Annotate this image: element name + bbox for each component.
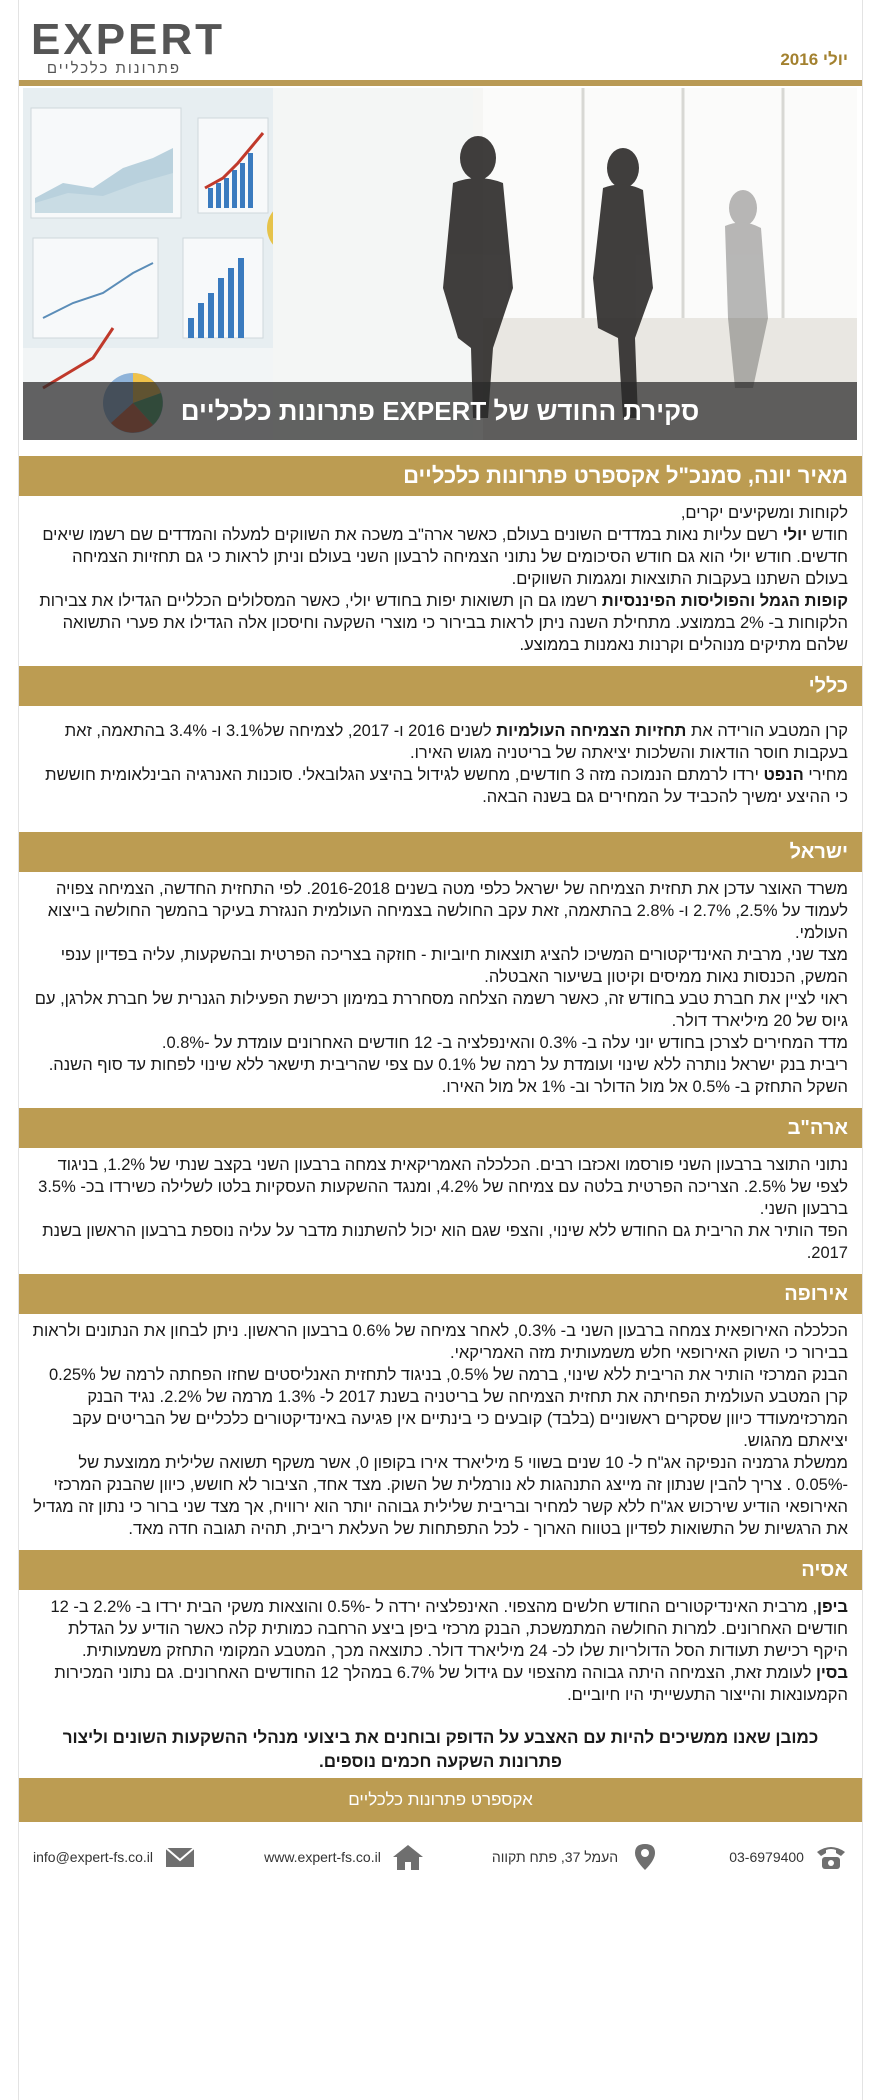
text-span: לעומת זאת, הצמיחה היתה גבוהה מהצפוי עם גידול של 6.7% במהלך 12 החודשים האחרונים. גם נתוני המכירות הקמעונאות והייצור התעשייתי היו חיוביים. bbox=[54, 1664, 848, 1704]
text-span: , מרבית האינדיקטורים החודש חלשים מהצפוי. האינפלציה ירדה ל -0.5% והוצאות משקי הבית ירדו ב- 2.2% ב- 12 חודשים האחרונים. למרות החולשה המתמשכת, הבנק מרכזי ביפן ביצע הרחבה כמותית קלה כאשר הודיע על הגדלת היקף רכישת תעודות הסל הדולריות שלו לכ- 24 מיליארד דולר. כתוצאה מכך, המטבע המקומי התחזק משמעותית. bbox=[50, 1598, 848, 1660]
europe-paragraph: ממשלת גרמניה הנפיקה אג"ח ל- 10 שנים בשווי 5 מיליארד אירו בקופון 0, אשר משקף תשואה שלילית ממוצעת של -0.05% . צריך להבין שנתון זה מייצג התנהגות לא נורמלית של השוק. מצד אחד, הציבור לא חושש, כיוון שהבנק המרכזי האירופאי הודיע שירכוש אג"ח ללא קשר למחיר ובריבית שלילית גבוהה יותר הוא ירוויח, אך מצד שני ברור כי נתון זה מגדיל את הרגשיות של התשואות לפדיון בטווח הארוך - לכל התפתחות של העלאת ריבית, תהיה תגובה חדה מאד. bbox=[33, 1454, 848, 1538]
israel-paragraph: מדד המחירים לצרכן בחודש יוני עלה ב- 0.3% והאינפלציה ב- 12 חודשים האחרונים עומדת על -0.8%. bbox=[161, 1034, 848, 1052]
europe-paragraph: הכלכלה האירופאית צמחה ברבעון השני ב- 0.3%, לאחר צמיחה של 0.6% ברבעון הראשון. ניתן לבחון את הנתונים ולראות בבירור כי השוק האירופאי חלש משמעותית מזה האמריקאי. bbox=[32, 1322, 848, 1362]
intro-section bbox=[19, 496, 862, 666]
israel-paragraph: משרד האוצר עדכן את תחזית הצמיחה של ישראל כלפי מטה בשנים 2016-2018. לפי התחזית החדשה, הצמיחה צפויה לעמוד על 2.5%, 2.7% ו- 2.8% בהתאמה, זאת עקב החולשה בצמיחה העולמית הנגזרת בעיקר בהמשך החולשה בייצוא העולמי. bbox=[47, 880, 848, 942]
home-icon bbox=[391, 1842, 425, 1872]
newsletter-page bbox=[18, 0, 863, 2100]
section-heading-asia: אסיה bbox=[19, 1550, 862, 1590]
intro-paragraph-2 bbox=[31, 590, 848, 656]
address-text: העמל 37, פתח תקווה bbox=[491, 1849, 619, 1865]
section-heading-europe: אירופה bbox=[19, 1274, 862, 1314]
general-section bbox=[19, 706, 862, 832]
asia-section bbox=[19, 1590, 862, 1716]
footer-company-bar: אקספרט פתרונות כלכליים bbox=[19, 1778, 862, 1822]
envelope-icon bbox=[163, 1842, 197, 1872]
europe-section bbox=[19, 1314, 862, 1550]
general-paragraph-2 bbox=[31, 764, 848, 808]
text-span: רשמו גם הן תשואות יפות בחודש יולי, כאשר המסלולים הכלליים הגדילו את צבירות הלקוחות ב- 2% בממוצע. מתחילת השנה ניתן לראות בבירור כי מוצרי השקעה וחיסכון אלה הגדילו את פערי התשואה שלהם מתיקים מנוהלים וקרנות נאמנות בממוצע. bbox=[39, 592, 848, 654]
logo-word: EXPERT bbox=[31, 15, 226, 64]
contact-email[interactable] bbox=[33, 1842, 197, 1872]
greeting: לקוחות ומשקיעים יקרים, bbox=[680, 504, 848, 522]
europe-paragraph: קרן המטבע העולמית הפחיתה את תחזית הצמיחה של בריטניה בשנת 2017 ל- 1.3% מרמה של 2.2%. נגיד הבנק המרכזימעודד כיוון שסקרים ראשוניים (בלבד) קובעים כי בינתיים אין פגיעה באינדיקטורים כלכליים של הבריטים עקב יציאתם מהגוש. bbox=[72, 1388, 848, 1450]
expert-logo[interactable] bbox=[31, 15, 226, 77]
general-paragraph-1 bbox=[31, 720, 848, 764]
intro-heading: מאיר יונה, סמנכ"ל אקספרט פתרונות כלכליים bbox=[19, 456, 862, 496]
section-heading-general: כללי bbox=[19, 666, 862, 706]
contact-address[interactable] bbox=[492, 1842, 662, 1872]
text-span: ירדו לרמתם הנמוכה מזה 3 חודשים, מחשש לגידול בהיצע הגלובאלי. סוכנות האנרגיה הבינלאומית חוששת כי ההיצע ימשיך להכביד על המחירים גם בשנה הבאה. bbox=[45, 766, 848, 806]
intro-paragraph-1 bbox=[31, 524, 848, 590]
asia-paragraph-japan bbox=[31, 1596, 848, 1662]
contact-phone[interactable] bbox=[729, 1842, 848, 1872]
usa-paragraph: הפד הותיר את הריבית גם החודש ללא שינוי, והצפי שגם הוא יכול להשתנות מדבר על עליה נוספת ברבעון הראשון בשנת 2017. bbox=[42, 1222, 848, 1262]
contact-row bbox=[19, 1822, 862, 1892]
hero-image bbox=[23, 88, 857, 440]
header-divider bbox=[19, 80, 862, 86]
location-pin-icon bbox=[628, 1842, 662, 1872]
bold-span: יולי bbox=[782, 526, 808, 544]
contact-website[interactable] bbox=[264, 1842, 425, 1872]
text-span: מחירי bbox=[803, 766, 848, 784]
europe-paragraph: הבנק המרכזי הותיר את הריבית ללא שינוי, ברמה של 0.5%, בניגוד לתחזית האנליסטים שחזו הפחתה לרמה של 0.25% bbox=[48, 1366, 848, 1384]
bold-span: הנפט bbox=[763, 766, 804, 784]
israel-section bbox=[19, 872, 862, 1108]
text-span: חודש bbox=[807, 526, 848, 544]
israel-paragraph: ריבית בנק ישראל נותרה ללא שינוי ועומדת על רמה של 0.1% עם צפי שהריבית תישאר ללא שינוי לפחות עד סוף השנה. bbox=[48, 1056, 848, 1074]
section-heading-israel: ישראל bbox=[19, 832, 862, 872]
newsletter-content bbox=[19, 456, 862, 1892]
text-span: רשם עליות נאות במדדים השונים בעולם, כאשר ארה"ב משכה את השווקים למעלה והמדדים שם רשמו שיאים חדשים. חודש יולי הוא גם חודש הסיכומים של נתוני הצמיחה לרבעון השני בעולם וניתן לראות כי גם תחזיות הצמיחה בעולם השתנו בעקבות התוצאות ומגמות השווקים. bbox=[42, 526, 848, 588]
bold-span: תחזיות הצמיחה העולמיות bbox=[496, 722, 687, 740]
bold-span: ביפן bbox=[817, 1598, 848, 1616]
section-heading-usa: ארה"ב bbox=[19, 1108, 862, 1148]
usa-paragraph: נתוני התוצר ברבעון השני פורסמו ואכזבו רבים. הכלכלה האמריקאית צמחה ברבעון השני בקצב שנתי של 1.2%, בניגוד לצפי של 2.5%. הצריכה הפרטית בלטה עם צמיחה של 4.2%, ומנגד ההשקעות העסקיות בלטו לשלילה כשירדו בכ- 3.5% ברבעון השני. bbox=[38, 1156, 848, 1218]
israel-paragraph: מצד שני, מרבית האינדיקטורים המשיכו להציג תוצאות חיוביות - חוזקה בצריכה הפרטית ובהשקעות, עליה בפדיון ענפי המשק, הכנסות נאות ממיסים וקיטון בשיעור האבטלה. bbox=[60, 946, 848, 986]
issue-date: יולי 2016 bbox=[780, 50, 848, 69]
email-link[interactable]: info@expert-fs.co.il bbox=[33, 1849, 154, 1865]
phone-number: 03-6979400 bbox=[729, 1849, 804, 1865]
header bbox=[19, 0, 862, 78]
bold-span: בסין bbox=[815, 1664, 848, 1682]
asia-paragraph-china bbox=[31, 1662, 848, 1706]
text-span: לשנים 2016 ו- 2017, לצמיחה של3.1% ו- 3.4% בהתאמה, זאת בעקבות חוסר הודאות והשלכות יציאתה של בריטניה מגוש האירו. bbox=[64, 722, 848, 762]
website-link[interactable]: www.expert-fs.co.il bbox=[264, 1849, 381, 1865]
israel-paragraph: השקל התחזק ב- 0.5% אל מול הדולר וב- 1% אל מול האירו. bbox=[441, 1078, 848, 1096]
logo-subtitle: פתרונות כלכליים bbox=[46, 60, 181, 77]
hero-caption: סקירת החודש של EXPERT פתרונות כלכליים bbox=[23, 382, 857, 440]
text-span: קרן המטבע הורידה את bbox=[686, 722, 848, 740]
phone-icon bbox=[814, 1842, 848, 1872]
closing-statement: כמובן שאנו ממשיכים להיות עם האצבע על הדופק ובוחנים את ביצועי מנהלי ההשקעות השונים וליצור פתרונות השקעה חכמים נוספים. bbox=[62, 1728, 819, 1771]
usa-section bbox=[19, 1148, 862, 1274]
israel-paragraph: ראוי לציין את חברת טבע בחודש זה, כאשר רשמה הצלחה מסחררת במימון רכישת הפעילות הגנרית של חברת אלרגן, עם גיוס של 20 מיליארד דולר. bbox=[34, 990, 848, 1030]
bold-span: קופות הגמל והפוליסות הפיננסיות bbox=[601, 592, 848, 610]
